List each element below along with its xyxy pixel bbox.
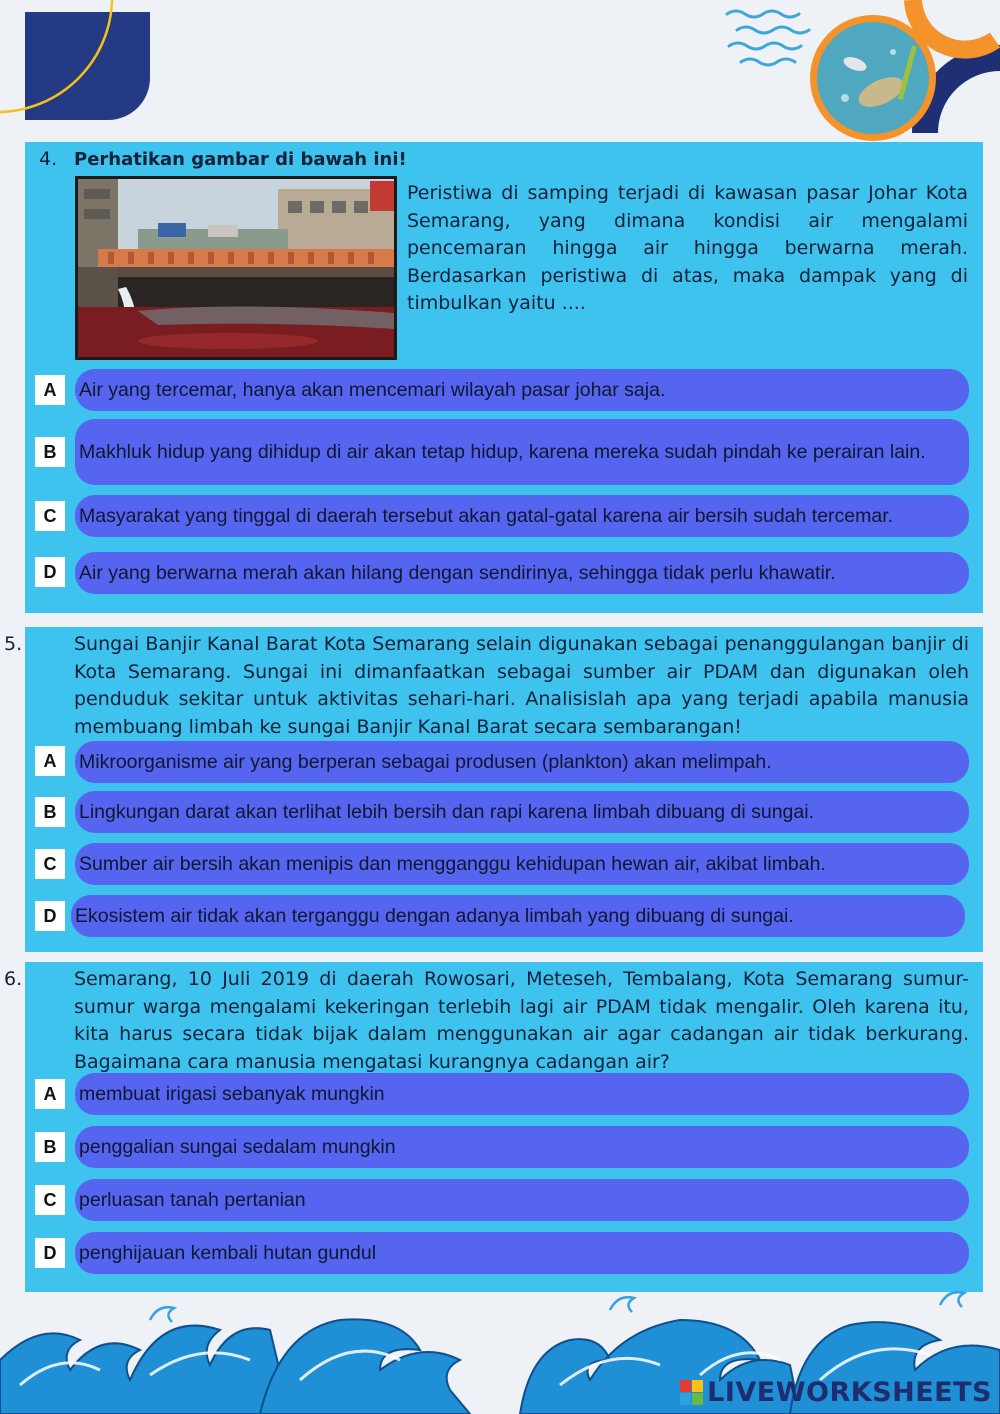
option-letter-a: A — [35, 375, 65, 405]
option-b[interactable]: penggalian sungai sedalam mungkin — [75, 1126, 969, 1168]
option-letter-a: A — [35, 746, 65, 776]
question-4-description: Peristiwa di samping terjadi di kawasan pasar Johar Kota Semarang, yang dimana kondisi air mengalami pencemaran hingga air hingga berwarna merah. Berdasarkan peristiwa di atas, maka dampak yang di timbulkan yaitu .... — [407, 182, 968, 314]
option-b[interactable]: Makhluk hidup yang dihidup di air akan tetap hidup, karena mereka sudah pindah ke perairan lain. — [75, 419, 969, 485]
question-number: 4. — [39, 148, 58, 170]
option-letter-c: C — [35, 849, 65, 879]
option-c[interactable]: Sumber air bersih akan menipis dan mengganggu kehidupan hewan air, akibat limbah. — [75, 843, 969, 885]
liveworksheets-logo — [680, 1377, 992, 1408]
option-a[interactable]: membuat irigasi sebanyak mungkin — [75, 1073, 969, 1115]
pasar-johar-photo — [75, 176, 397, 360]
option-c[interactable]: perluasan tanah pertanian — [75, 1179, 969, 1221]
question-prompt: Sungai Banjir Kanal Barat Kota Semarang selain digunakan sebagai penanggulangan banjir di Kota Semarang. Sungai ini dimanfaatkan sebagai sumber air PDAM dan digunakan oleh penduduk sekitar untuk aktivitas sehari-hari. Analisislah apa yang terjadi apabila manusia membuang limbah ke sungai Banjir Kanal Barat secara sembarangan! — [74, 633, 969, 738]
option-letter-b: B — [35, 1132, 65, 1162]
brand-name: LIVEWORKSHEETS — [707, 1377, 992, 1408]
question-6-header — [4, 966, 969, 1076]
question-6-panel — [4, 962, 983, 1292]
option-letter-d: D — [35, 901, 65, 931]
option-d[interactable]: Ekosistem air tidak akan terganggu dengan adanya limbah yang dibuang di sungai. — [71, 895, 965, 937]
question-4-header — [39, 146, 969, 174]
option-letter-d: D — [35, 1238, 65, 1268]
question-number: 6. — [4, 968, 23, 990]
corner-shape-decoration — [0, 0, 160, 125]
question-5-header — [4, 631, 969, 741]
option-b[interactable]: Lingkungan darat akan terlihat lebih bersih dan rapi karena limbah dibuang di sungai. — [75, 791, 969, 833]
option-d[interactable]: penghijauan kembali hutan gundul — [75, 1232, 969, 1274]
option-c[interactable]: Masyarakat yang tinggal di daerah tersebut akan gatal-gatal karena air bersih sudah tercemar. — [75, 495, 969, 537]
option-letter-b: B — [35, 797, 65, 827]
question-5-panel — [4, 627, 983, 952]
option-letter-d: D — [35, 557, 65, 587]
question-4-panel — [25, 142, 983, 613]
option-a[interactable]: Mikroorganisme air yang berperan sebagai produsen (plankton) akan melimpah. — [75, 741, 969, 783]
polluted-ocean-image — [795, 0, 1000, 158]
option-letter-c: C — [35, 1185, 65, 1215]
question-number: 5. — [4, 633, 23, 655]
option-d[interactable]: Air yang berwarna merah akan hilang dengan sendirinya, sehingga tidak perlu khawatir. — [75, 552, 969, 594]
option-letter-c: C — [35, 501, 65, 531]
option-letter-a: A — [35, 1079, 65, 1109]
option-a[interactable]: Air yang tercemar, hanya akan mencemari wilayah pasar johar saja. — [75, 369, 969, 411]
question-prompt: Semarang, 10 Juli 2019 di daerah Rowosari, Meteseh, Tembalang, Kota Semarang sumur-sumur warga mengalami kekeringan terlebih lagi air PDAM tidak mengalir. Oleh karena itu, kita harus secara tidak bijak dalam menggunakan air agar cadangan air tidak berkurang. Bagaimana cara manusia mengatasi kurangnya cadangan air? — [74, 968, 969, 1073]
question-prompt: Perhatikan gambar di bawah ini! — [74, 149, 407, 170]
option-letter-b: B — [35, 437, 65, 467]
live-logo-icon — [680, 1380, 704, 1406]
